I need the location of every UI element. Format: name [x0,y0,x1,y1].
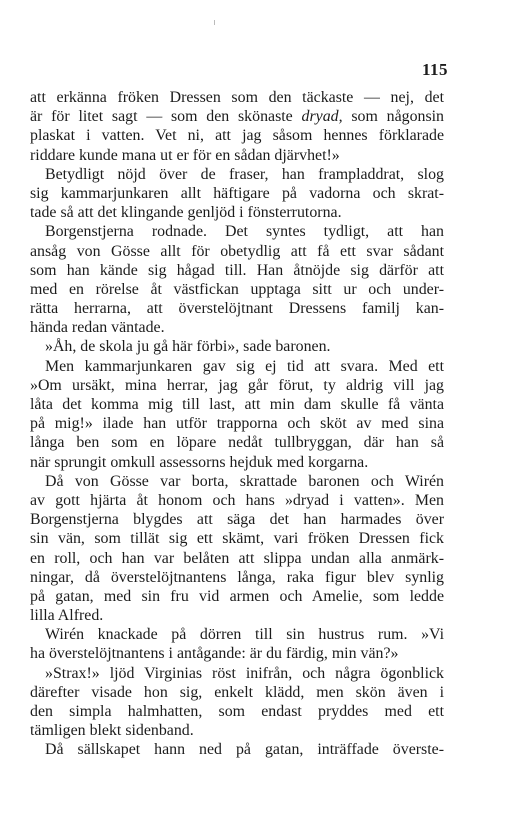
text-line: sig kammarjunkaren allt häftigare på vadorna och skrat- [30,184,444,202]
italic-word: dryad, [301,108,343,126]
text-line: ha överstelöjtnantens i antågande: är du färdig, min vän?» [30,645,399,663]
text-line [30,107,444,126]
text-line: av gott hjärta åt honom och hans »dryad i vatten». Men [30,491,444,509]
text-line: Wirén knackade på dörren till sin hustrus rum. »Vi [45,626,444,644]
text-line: när sprungit omkull assessorns hejduk med korgarna. [30,453,369,471]
text-line: Då von Gösse var borta, skrattade baronen och Wirén [45,472,444,490]
text-line: som han kände sig hågad till. Han åtnöjde sig därför att [30,261,444,279]
text-line: Betydligt nöjd över de fraser, han frampladdrat, slog [45,165,444,183]
scan-artifact-mark [214,20,215,25]
text-line: rätta herrarna, att överstelöjtnant Dressens familj kan- [30,300,444,318]
text-line: plaskat i vatten. Vet ni, att jag såsom hennes förklarade [30,127,444,145]
text-line: Men kammarjunkaren gav sig ej tid att svara. Med ett [45,357,444,375]
text-line: »Åh, de skola ju gå här förbi», sade baronen. [45,338,331,356]
text-line: en roll, och han var belåten att slippa undan alla anmärk- [30,549,444,567]
text-line-part: är för litet sagt — som den skönaste [30,108,302,126]
text-line: tade så att det klingande genljöd i fönsterrutorna. [30,204,342,222]
text-line: att erkänna fröken Dressen som den täckaste — nej, det [30,89,444,106]
text-line: ansåg von Gösse allt för obetydlig att få ett svar sådant [30,242,444,260]
text-line: Då sällskapet hann ned på gatan, inträffade överste- [45,741,444,759]
text-line: Borgenstjerna rodnade. Det syntes tydligt, att han [45,223,444,241]
text-line: den simpla halmhatten, som endast pryddes med ett [30,703,444,720]
text-line: långa ben som en löpare nedåt tullbryggan, där han så [30,434,444,452]
text-line: lilla Alfred. [30,607,104,625]
text-line: ningar, då överstelöjtnantens långa, raka figur blev synlig [30,568,444,586]
text-line: sin vän, som tillät sig ett skämt, vari fröken Dressen fick [30,530,444,548]
text-line: hända redan väntade. [30,319,165,337]
text-line: låta det komma mig till last, att min dam skulle få vänta [30,396,444,413]
text-line: »Om ursäkt, mina herrar, jag går förut, ty aldrig vill jag [30,376,444,394]
text-line: därefter visade hon sig, enkelt klädd, men skön även i [30,683,444,701]
text-line: på gatan, med sin fru vid armen och Amelie, som ledde [30,587,444,605]
text-line: med en rörelse åt västfickan upptaga sitt ur och under- [30,280,444,298]
text-line: »Strax!» ljöd Virginias röst inifrån, och några ögonblick [45,664,444,682]
text-line: Borgenstjerna blygdes att säga det han harmades över [30,511,444,529]
body-text [30,88,444,760]
text-line: tämligen blekt sidenband. [30,722,194,740]
text-line: riddare kunde mana ut er för en sådan djärvhet!» [30,146,340,164]
page-number: 115 [421,60,448,79]
text-line-part: som någonsin [342,108,444,126]
text-line: på mig!» ilade han utför trapporna och sköt av med sina [30,415,444,433]
